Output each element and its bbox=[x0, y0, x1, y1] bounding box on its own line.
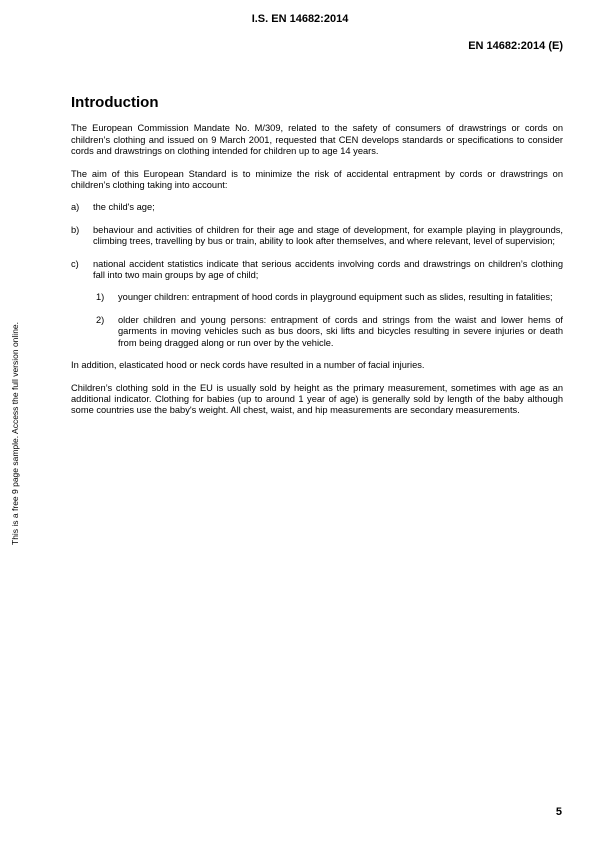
section-title: Introduction bbox=[71, 94, 159, 111]
page-number: 5 bbox=[555, 806, 562, 818]
list-text: national accident statistics indicate that serious accidents involving cords and drawstrings on children’s clothing fall into two main groups by age of child; bbox=[93, 258, 563, 281]
header-standard-id: I.S. EN 14682:2014 bbox=[251, 13, 349, 25]
sublist-item bbox=[96, 292, 563, 303]
sublist-text: younger children: entrapment of hood cords in playground equipment such as slides, resulting in fatalities; bbox=[118, 292, 553, 303]
paragraph-aim: The aim of this European Standard is to minimize the risk of accidental entrapment by cords or drawstrings on children’s clothing taking into account: bbox=[71, 168, 563, 191]
list-marker: a) bbox=[71, 202, 80, 213]
sublist-marker: 1) bbox=[96, 292, 105, 303]
list-text: the child's age; bbox=[93, 202, 155, 213]
paragraph-mandate: The European Commission Mandate No. M/309, related to the safety of consumers of drawstrings or cords on children’s clothing and issued on 9 March 2001, requested that CEN develops standards or specifications to consider cords and drawstrings on clothing intended for children up to age 14 years. bbox=[71, 123, 563, 157]
list-marker: c) bbox=[71, 258, 79, 269]
list-item bbox=[71, 202, 563, 213]
sublist-marker: 2) bbox=[96, 314, 105, 325]
header-document-id: EN 14682:2014 (E) bbox=[468, 40, 563, 52]
sublist-text: older children and young persons: entrapment of cords and strings from the waist and lower hems of garments in moving vehicles such as bus doors, ski lifts and bicycles resulting in severe injuries or death from being dragged along or run over by the vehicle. bbox=[118, 314, 563, 348]
paragraph-sizing: Children’s clothing sold in the EU is usually sold by height as the primary measurement, sometimes with age as an additional indicator. Clothing for babies (up to around 1 year of age) is generally sold by length of the baby although some countries use the baby's weight. All chest, waist, and hip measurements are secondary measurements. bbox=[71, 382, 563, 416]
main-content bbox=[71, 94, 563, 428]
sublist-item bbox=[96, 315, 563, 349]
list-item bbox=[71, 225, 563, 248]
list-marker: b) bbox=[71, 224, 80, 235]
paragraph-facial-injuries: In addition, elasticated hood or neck cords have resulted in a number of facial injuries. bbox=[71, 360, 425, 371]
sample-notice: This is a free 9 page sample. Access the full version online. bbox=[10, 321, 20, 545]
list-item bbox=[71, 259, 563, 282]
list-text: behaviour and activities of children for their age and stage of development, for example playing in playgrounds, climbing trees, travelling by bus or train, ability to look after themselves, and where relevant, level of supervision; bbox=[93, 224, 563, 247]
